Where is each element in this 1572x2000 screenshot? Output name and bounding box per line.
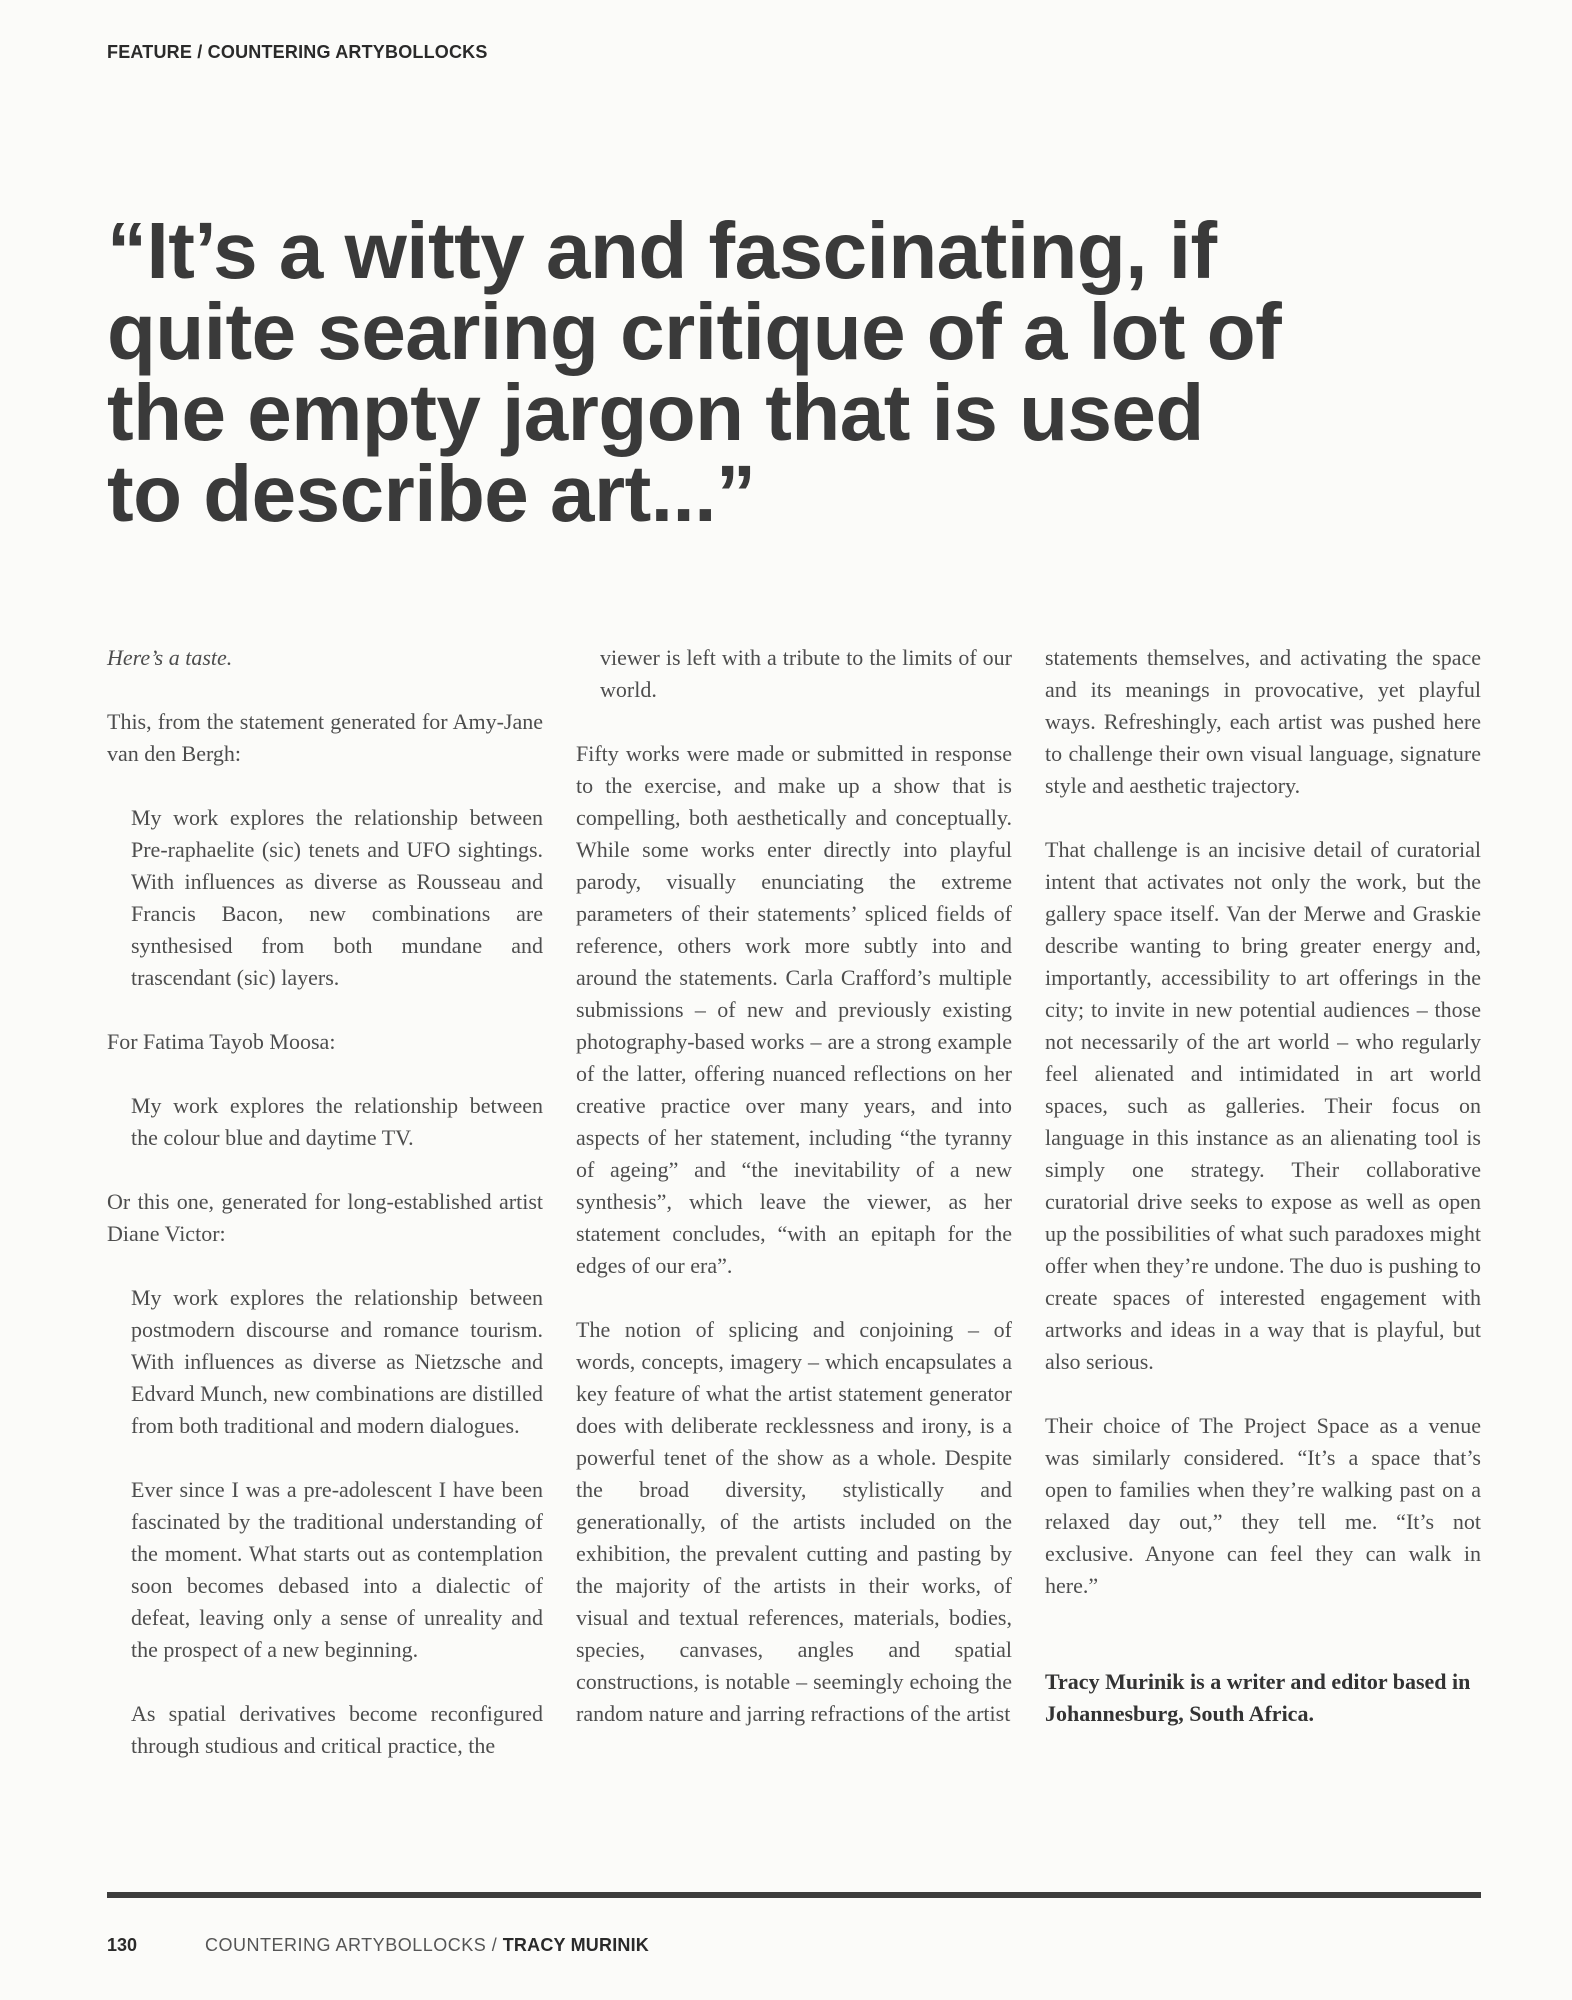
running-title-text: COUNTERING ARTYBOLLOCKS / [205,1935,503,1955]
footer-rule [107,1892,1481,1898]
spacer [1045,1634,1481,1666]
running-author: TRACY MURINIK [502,1935,650,1955]
block-quote: Ever since I was a pre-adolescent I have been fascinated by the traditional understanding of the moment. What starts out as contemplation soon becomes debased into a dialectic of defeat, leaving only a sense of unreality and the prospect of a new beginning. [131,1477,543,1662]
author-bio: Tracy Murinik is a writer and editor based in Johannesburg, South Africa. [1045,1669,1471,1726]
paragraph: For Fatima Tayob Moosa: [107,1029,336,1054]
block-quote: viewer is left with a tribute to the limits of our world. [600,645,1012,702]
pull-quote-line: “It’s a witty and fascinating, if [107,206,1217,295]
paragraph: This, from the statement generated for Amy-Jane van den Bergh: [107,709,543,766]
pull-quote-line: quite searing critique of a lot of [107,287,1282,376]
block-quote: My work explores the relationship between postmodern discourse and romance tourism. With influences as diverse as Nietzsche and Edvard Munch, new combinations are distilled from both traditional and modern dialogues. [131,1285,543,1438]
text-column-1 [107,642,543,1762]
paragraph: Or this one, generated for long-established artist Diane Victor: [107,1189,543,1246]
running-title [205,1935,649,1956]
pull-quote-line: to describe art...” [107,449,756,538]
pull-quote [107,206,1337,538]
block-quote: As spatial derivatives become reconfigured through studious and critical practice, the [131,1701,543,1758]
page-number: 130 [107,1935,138,1955]
pull-quote-line: the empty jargon that is used [107,368,1204,457]
text-column-3 [1045,642,1481,1730]
block-quote: My work explores the relationship between the colour blue and daytime TV. [131,1093,543,1150]
paragraph: That challenge is an incisive detail of curatorial intent that activates not only the work, but the gallery space itself. Van der Merwe and Graskie describe wanting to bring greater energy and, importantly, accessibility to art offerings in the city; to invite in new potential audiences – those not necessarily of the art world – who regularly feel alienated and intimidated in art world spaces, such as galleries. Their focus on language in this instance as an alienating tool is simply one strategy. Their collaborative curatorial drive seeks to expose as well as open up the possibilities of what such paradoxes might offer when they’re undone. The duo is pushing to create spaces of interested engagement with artworks and ideas in a way that is playful, but also serious. [1045,837,1481,1374]
paragraph: Their choice of The Project Space as a venue was similarly considered. “It’s a space that’s open to families when they’re walking past on a relaxed day out,” they tell me. “It’s not exclusive. Anyone can feel they can walk in here.” [1045,1413,1481,1598]
section-label: FEATURE / COUNTERING ARTYBOLLOCKS [107,42,488,62]
text-column-2 [576,642,1012,1730]
block-quote: My work explores the relationship between Pre-raphaelite (sic) tenets and UFO sightings. With influences as diverse as Rousseau and Francis Bacon, new combinations are synthesised from both mundane and trascendant (sic) layers. [131,805,543,990]
paragraph: Fifty works were made or submitted in response to the exercise, and make up a show that is compelling, both aesthetically and conceptually. While some works enter directly into playful parody, visually enunciating the extreme parameters of their statements’ spliced fields of reference, others work more subtly into and around the statements. Carla Crafford’s multiple submissions – of new and previously existing photography-based works – are a strong example of the latter, offering nuanced reflections on her creative practice over many years, and into aspects of her statement, including “the tyranny of ageing” and “the inevitability of a new synthesis”, which leave the viewer, as her statement concludes, “with an epitaph for the edges of our era”. [576,741,1012,1278]
page-footer [107,1935,1481,1956]
paragraph: statements themselves, and activating the space and its meanings in provocative, yet playful ways. Refreshingly, each artist was pushed here to challenge their own visual language, signature style and aesthetic trajectory. [1045,645,1481,798]
paragraph: The notion of splicing and conjoining – of words, concepts, imagery – which encapsulates a key feature of what the artist statement generator does with deliberate recklessness and irony, is a powerful tenet of the show as a whole. Despite the broad diversity, stylistically and generationally, of the artists included on the exhibition, the prevalent cutting and pasting by the majority of the artists in their works, of visual and textual references, materials, bodies, species, canvases, angles and spatial constructions, is notable – seemingly echoing the random nature and jarring refractions of the artist [576,1317,1012,1726]
paragraph: Here’s a taste. [107,645,233,670]
